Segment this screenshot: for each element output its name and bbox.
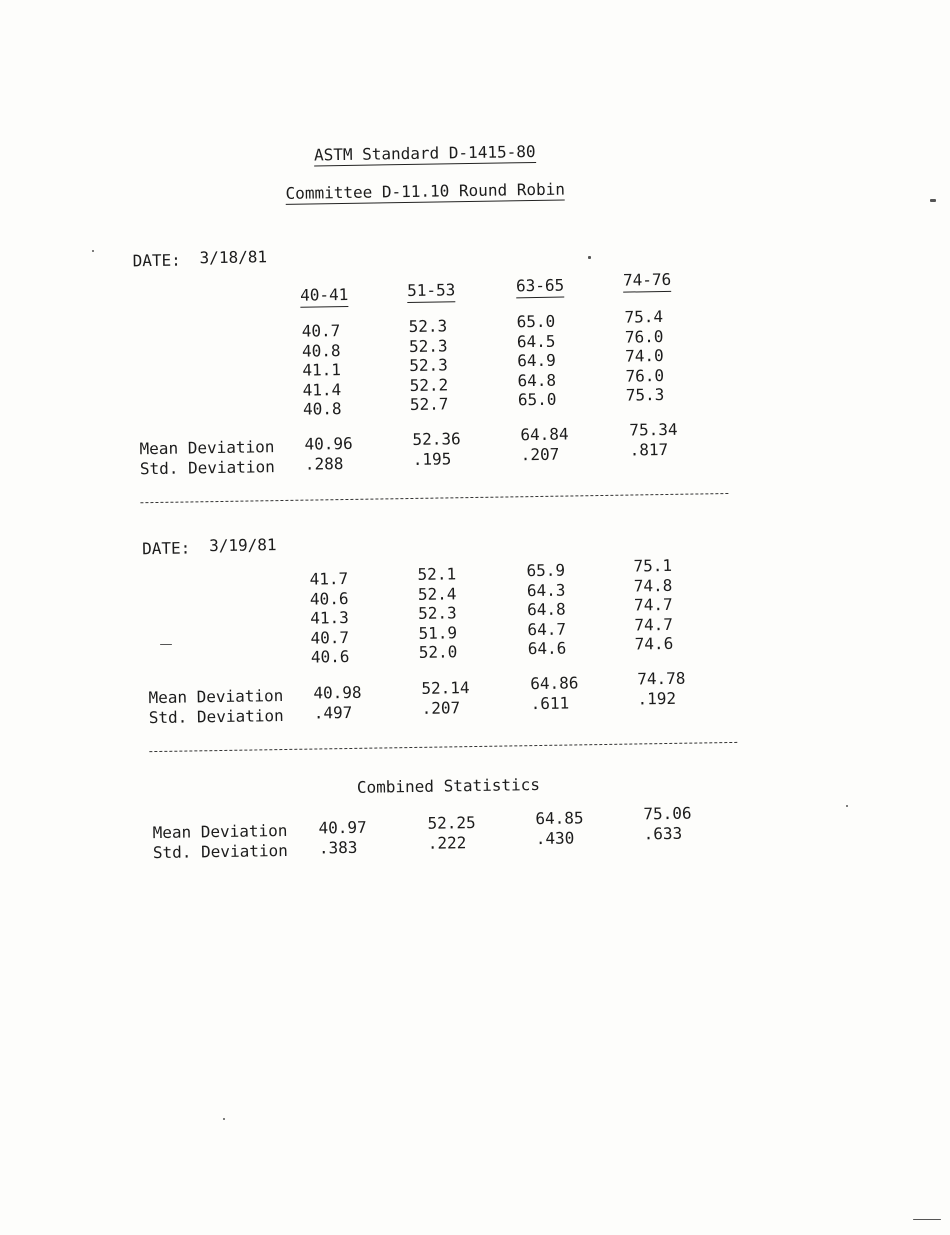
std-value: .430 <box>535 827 575 848</box>
mean-value: 40.96 <box>304 433 353 454</box>
table-cell: 52.7 <box>409 394 449 414</box>
scan-speck <box>160 644 172 645</box>
mean-value: 74.78 <box>637 668 686 689</box>
std-value: .497 <box>313 702 353 723</box>
combined-stats-col-4 <box>643 804 692 844</box>
table-cell: 51.9 <box>418 622 458 643</box>
run1-column-1 <box>302 321 342 419</box>
std-deviation-label: Std. Deviation <box>139 456 275 478</box>
mean-deviation-label: Mean Deviation <box>139 437 275 459</box>
run1-column-4 <box>624 307 664 405</box>
scan-speck <box>913 1219 941 1220</box>
run2-date: 3/19/81 <box>208 535 277 556</box>
table-cell: 40.7 <box>301 321 341 341</box>
table-cell: 64.9 <box>517 350 556 371</box>
mean-value: 52.25 <box>427 813 476 833</box>
table-cell: 64.5 <box>516 331 556 351</box>
table-cell: 64.6 <box>527 638 567 659</box>
table-cell: 41.1 <box>302 360 342 380</box>
mean-deviation-label: Mean Deviation <box>152 820 288 843</box>
table-cell: 76.0 <box>625 365 665 386</box>
mean-value: 40.97 <box>318 817 367 838</box>
mean-deviation-label: Mean Deviation <box>148 686 284 708</box>
column-header-2: 51-53 <box>407 280 456 303</box>
run2-column-1 <box>310 569 350 667</box>
run2-stat-labels <box>148 686 283 727</box>
table-cell: 65.0 <box>517 389 557 410</box>
mean-value: 40.98 <box>313 682 362 703</box>
table-cell: 64.8 <box>517 370 557 390</box>
std-value: .817 <box>629 439 669 460</box>
column-header-3: 63-65 <box>516 276 565 299</box>
mean-value: 64.85 <box>535 808 584 829</box>
mean-value: 64.86 <box>530 673 579 694</box>
std-value: .207 <box>421 697 461 718</box>
document-title: ASTM Standard D-1415-80 <box>313 141 536 165</box>
table-cell: 65.0 <box>516 311 556 332</box>
table-cell: 52.4 <box>417 583 457 604</box>
table-cell: 76.0 <box>624 326 664 347</box>
std-value: .195 <box>412 448 452 469</box>
table-cell: 41.4 <box>302 379 342 400</box>
run2-column-3 <box>526 561 566 659</box>
run1-date-label: DATE: <box>132 250 181 271</box>
scan-speck <box>92 250 94 252</box>
run2-stats-col-3 <box>530 673 579 713</box>
combined-stats-col-3 <box>535 808 584 848</box>
section-divider <box>149 742 737 752</box>
std-value: .222 <box>427 832 467 853</box>
run1-date: 3/18/81 <box>199 247 268 268</box>
run2-stats-col-1 <box>313 683 362 723</box>
mean-value: 52.36 <box>412 429 461 449</box>
scan-speck <box>588 256 591 259</box>
table-cell: 52.1 <box>417 564 457 584</box>
scan-speck <box>930 199 936 202</box>
mean-value: 75.06 <box>643 803 692 824</box>
column-header-4: 74-76 <box>623 270 672 293</box>
table-cell: 75.3 <box>625 385 665 405</box>
table-cell: 74.0 <box>625 346 664 366</box>
table-cell: 52.2 <box>409 374 449 395</box>
mean-value: 52.14 <box>421 678 470 698</box>
table-cell: 74.6 <box>634 633 674 654</box>
table-cell: 40.6 <box>310 646 350 667</box>
table-cell: 74.7 <box>634 614 674 634</box>
std-value: .633 <box>643 823 683 843</box>
table-cell: 52.3 <box>409 355 448 376</box>
column-header-1: 40-41 <box>300 285 349 308</box>
table-cell: 64.3 <box>526 580 566 600</box>
table-cell: 40.6 <box>309 588 349 609</box>
table-cell: 40.7 <box>310 627 350 648</box>
run1-stats-col-3 <box>520 425 569 465</box>
std-value: .611 <box>530 693 570 713</box>
run1-stat-labels <box>139 437 274 478</box>
run2-date-label: DATE: <box>142 538 191 559</box>
std-deviation-label: Std. Deviation <box>152 840 288 862</box>
std-value: .192 <box>637 688 677 708</box>
table-cell: 64.7 <box>527 619 567 639</box>
run1-column-2 <box>409 316 449 414</box>
table-cell: 52.3 <box>408 335 448 356</box>
document-subtitle: Committee D-11.10 Round Robin <box>285 179 566 203</box>
run1-stats-col-1 <box>304 434 353 474</box>
table-cell: 40.8 <box>301 340 341 361</box>
run2-column-2 <box>417 564 457 662</box>
run2-stats-col-2 <box>421 678 470 718</box>
mean-value: 64.84 <box>520 424 569 445</box>
combined-stats-col-2 <box>427 813 476 853</box>
table-cell: 52.3 <box>418 603 457 623</box>
mean-value: 75.34 <box>629 419 678 440</box>
table-cell: 52.0 <box>418 642 458 662</box>
table-cell: 52.3 <box>408 316 448 337</box>
table-cell: 75.4 <box>624 307 664 327</box>
section-divider <box>140 493 728 503</box>
run1-column-3 <box>516 312 556 410</box>
table-cell: 41.3 <box>310 607 349 628</box>
combined-stats-col-1 <box>318 818 367 858</box>
std-deviation-label: Std. Deviation <box>148 705 284 727</box>
table-cell: 65.9 <box>526 560 566 581</box>
run1-stats-col-2 <box>412 429 461 469</box>
table-cell: 74.7 <box>633 594 673 615</box>
std-value: .383 <box>318 837 358 857</box>
combined-statistics-title: Combined Statistics <box>356 775 541 797</box>
std-value: .288 <box>304 453 344 474</box>
table-cell: 41.7 <box>309 568 349 589</box>
scan-speck <box>846 805 848 807</box>
std-value: .207 <box>520 444 560 464</box>
scan-speck <box>223 1118 225 1120</box>
combined-stat-labels <box>152 821 287 862</box>
table-cell: 75.1 <box>633 555 673 576</box>
run2-column-4 <box>633 556 673 654</box>
run1-stats-col-4 <box>629 420 678 460</box>
table-cell: 74.8 <box>633 575 673 596</box>
table-cell: 64.8 <box>527 599 566 620</box>
table-cell: 40.8 <box>302 399 342 419</box>
run2-stats-col-4 <box>637 669 686 709</box>
